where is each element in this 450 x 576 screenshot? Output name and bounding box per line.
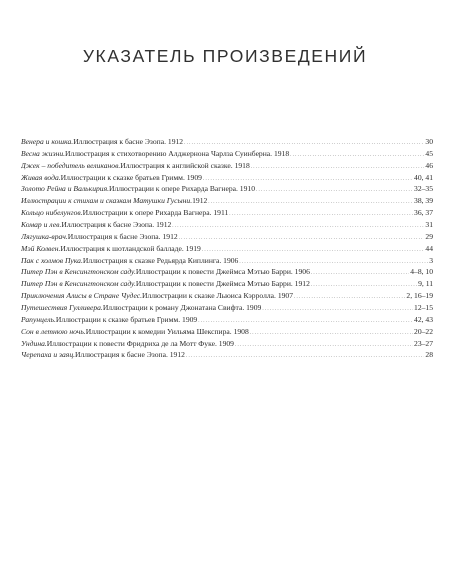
dot-leader (184, 136, 424, 148)
index-entry (21, 243, 433, 255)
work-description: Иллюстрации к сказке братьев Гримм. 1909 (55, 314, 198, 324)
work-title: Рапунцель. (21, 314, 56, 324)
dot-leader (250, 326, 413, 338)
index-entry (21, 231, 433, 243)
index-entry (21, 195, 433, 207)
work-title: Питер Пэн в Кенсингтонском саду. (21, 267, 136, 277)
index-entry (21, 326, 433, 338)
work-description: Иллюстрации к роману Джонатана Свифта. 1909 (102, 303, 262, 313)
work-description: Иллюстрация к стихотворению Алджернона Чарлза Суинберна. 1918 (65, 148, 290, 158)
page-numbers: 30 (425, 137, 433, 146)
dot-leader (294, 290, 405, 302)
work-description: Иллюстрация к басне Эзопа. 1912 (61, 220, 172, 230)
dot-leader (229, 207, 413, 219)
work-description: Иллюстрация к басне Эзопа. 1912 (75, 350, 185, 360)
work-title: Мэй Колвен. (21, 243, 61, 253)
dot-leader (262, 302, 413, 314)
work-title: Сон в летнюю ночь. (21, 326, 86, 336)
dot-leader (239, 255, 428, 267)
work-description: Иллюстрации к повести Джеймса Мэтью Барри. 1906 (135, 267, 310, 277)
index-entry (21, 338, 433, 350)
work-description: Иллюстрации к сказке братьев Гримм. 1909 (60, 172, 202, 182)
dot-leader (186, 349, 424, 361)
work-title: Ундина. (21, 338, 47, 348)
index-entry (21, 349, 433, 361)
page-numbers: 20–22 (414, 326, 433, 336)
work-title: Комар и лев. (21, 220, 62, 230)
index-entry (21, 148, 433, 160)
work-title: Джек – победитель великанов. (21, 160, 121, 170)
work-description: Иллюстрация к шотландской балладе. 1919 (60, 243, 201, 253)
work-title: Живая вода. (21, 172, 61, 182)
page-numbers: 29 (425, 231, 433, 241)
dot-leader (172, 219, 424, 231)
page-numbers: 32–35 (414, 184, 433, 194)
dot-leader (235, 338, 413, 350)
index-entry (21, 255, 433, 267)
dot-leader (311, 278, 417, 290)
dot-leader (179, 231, 425, 243)
dot-leader (203, 172, 413, 184)
page-numbers: 46 (425, 160, 433, 170)
work-description: Иллюстрация к английской сказке. 1918 (120, 160, 250, 170)
page-numbers: 45 (425, 148, 433, 158)
dot-leader (290, 148, 424, 160)
index-entry (21, 219, 433, 231)
index-entry (21, 136, 433, 148)
index-entry (21, 172, 433, 184)
work-description: Иллюстрация к сказке Редьярда Киплинга. 1906 (82, 255, 239, 265)
index-entry (21, 183, 433, 195)
page-numbers: 36, 37 (414, 208, 433, 218)
work-description: Иллюстрация к басне Эзопа. 1912 (73, 137, 184, 146)
index-entry (21, 314, 433, 326)
page-numbers: 28 (425, 350, 433, 360)
work-description: 1912 (192, 196, 208, 206)
page-numbers: 42, 43 (414, 314, 433, 324)
page-title: УКАЗАТЕЛЬ ПРОИЗВЕДЕНИЙ (82, 46, 368, 66)
work-description: Иллюстрации к повести Джеймса Мэтью Барри. 1912 (135, 279, 310, 289)
work-description: Иллюстрации к опере Рихарда Вагнера. 1911 (82, 208, 229, 218)
index-entry (21, 290, 433, 302)
dot-leader (256, 183, 413, 195)
index-list (21, 136, 433, 361)
page-numbers: 12–15 (414, 303, 433, 313)
work-title: Питер Пэн в Кенсингтонском саду. (21, 279, 136, 289)
dot-leader (198, 314, 413, 326)
dot-leader (251, 160, 425, 172)
index-entry (21, 160, 433, 172)
work-description: Иллюстрация к басне Эзопа. 1912 (67, 231, 178, 241)
work-title: Золото Рейна и Валькирия. (21, 184, 110, 194)
work-title: Приключения Алисы в Стране Чудес. (21, 291, 143, 301)
page-numbers: 9, 11 (418, 279, 433, 289)
page-numbers: 4–8, 10 (410, 267, 433, 277)
work-title: Венера и кошка. (21, 137, 74, 146)
dot-leader (208, 195, 413, 207)
work-title: Черепаха и заяц. (21, 350, 76, 360)
work-description: Иллюстрации к комедии Уильяма Шекспира. 1908 (85, 326, 249, 336)
page-numbers: 2, 16–19 (406, 291, 433, 301)
page-numbers: 40, 41 (414, 172, 433, 182)
work-description: Иллюстрации к опере Рихарда Вагнера. 1910 (109, 184, 255, 194)
index-entry (21, 302, 433, 314)
work-title: Кольцо нибелунгов. (21, 208, 83, 218)
work-title: Пак с холмов Пука. (21, 255, 83, 265)
page-numbers: 3 (429, 255, 433, 265)
index-entry (21, 266, 433, 278)
dot-leader (202, 243, 425, 255)
work-title: Путешествия Гулливера. (21, 303, 103, 313)
page-numbers: 31 (425, 220, 433, 230)
work-title: Лягушка-врач. (21, 231, 68, 241)
work-description: Иллюстрации к повести Фридриха де ла Мотт Фуке. 1909 (46, 338, 234, 348)
page-numbers: 23–27 (414, 338, 433, 348)
page-numbers: 38, 39 (414, 196, 433, 206)
index-entry (21, 278, 433, 290)
work-description: Иллюстрации к сказке Льюиса Кэрролла. 1907 (142, 291, 294, 301)
work-title: Иллюстрации к стихам и сказкам Матушки Гусыни. (21, 196, 193, 206)
page-numbers: 44 (425, 243, 433, 253)
dot-leader (311, 266, 409, 278)
work-title: Весна жизни. (21, 148, 66, 158)
index-entry (21, 207, 433, 219)
